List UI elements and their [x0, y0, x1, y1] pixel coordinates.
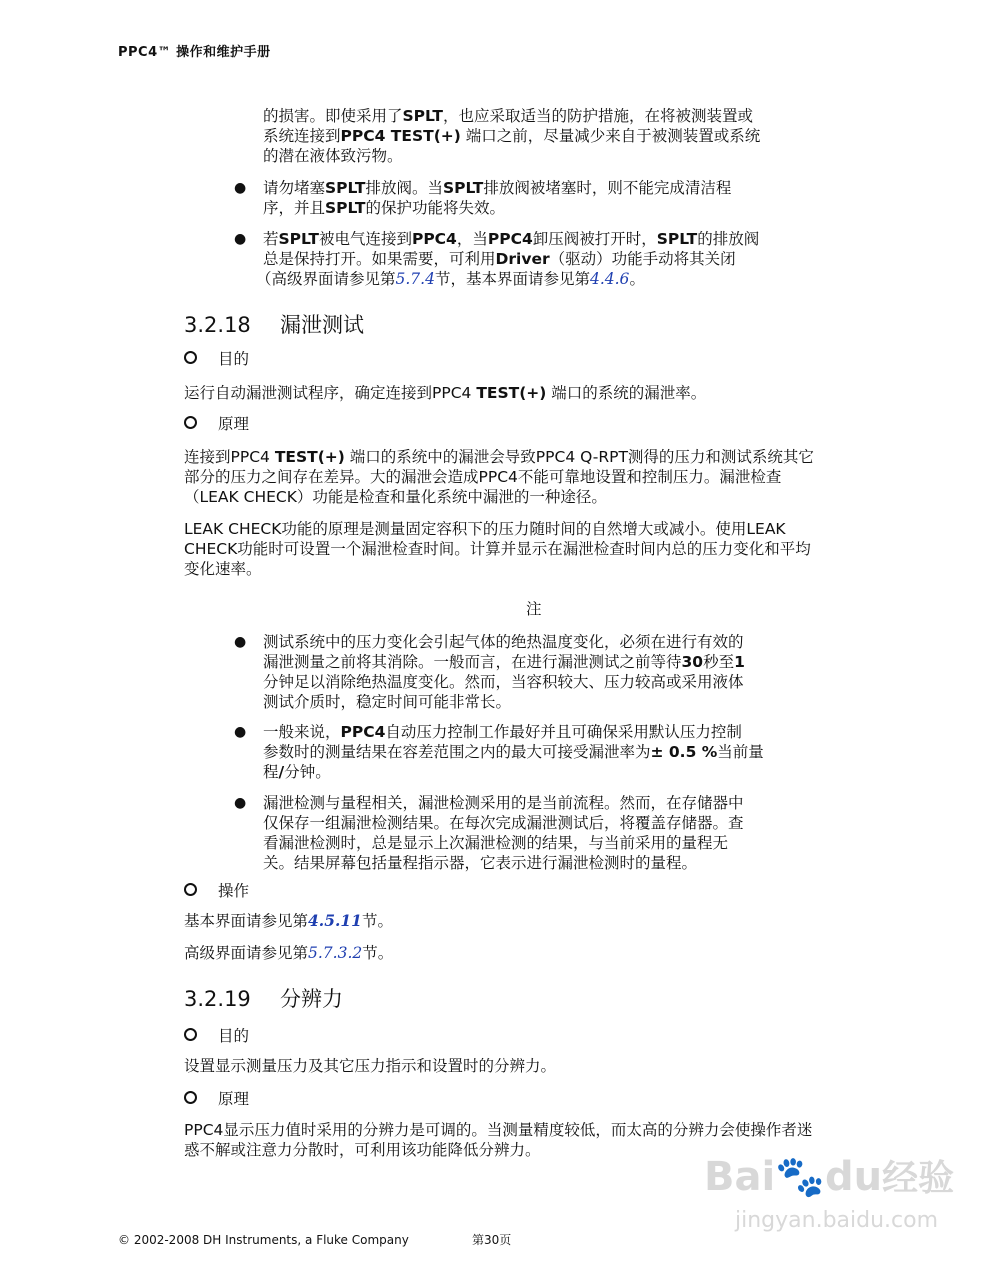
section-link[interactable]: 5.7.4: [395, 270, 435, 288]
note1-line-3: 分钟足以消除绝热温度变化。然而，当容积较大、压力较高或采用液体: [263, 673, 744, 691]
section-link[interactable]: 5.7.3.2: [308, 944, 363, 962]
purpose-text: 运行自动漏泄测试程序，确定连接到PPC4 TEST(+) 端口的系统的漏泄率。: [184, 384, 707, 402]
principle-line-1: PPC4显示压力值时采用的分辨力是可调的。当测量精度较低，而太高的分辨力会使操作者迷: [184, 1121, 813, 1139]
baidu-watermark: Bai🐾du经验: [704, 1154, 955, 1200]
cont-line-1: 的损害。即使采用了SPLT，也应采取适当的防护措施，在将被测装置或: [263, 107, 753, 125]
note1-line-4: 测试介质时，稳定时间可能非常长。: [263, 693, 512, 711]
note2-line-1: 一般来说，PPC4自动压力控制工作最好并且可确保采用默认压力控制: [263, 723, 742, 741]
principle-line-2: 惑不解或注意力分散时，可利用该功能降低分辨力。: [184, 1141, 541, 1159]
operation-basic: 基本界面请参见第4.5.11节。: [184, 911, 393, 930]
cont-line-2: 系统连接到PPC4 TEST(+) 端口之前，尽量减少来自于被测装置或系统: [263, 127, 761, 145]
principle-p1-line-1: 连接到PPC4 TEST(+) 端口的系统中的漏泄会导致PPC4 Q-RPT测得的压力和测试系统其它: [184, 448, 814, 466]
purpose-text: 设置显示测量压力及其它压力指示和设置时的分辨力。: [184, 1057, 557, 1075]
bullet2-line-2: 总是保持打开。如果需要，可利用Driver（驱动）功能手动将其关闭: [263, 250, 736, 268]
subheading-operation: 操作: [184, 881, 249, 901]
subheading-principle: 原理: [184, 1089, 249, 1109]
subheading-purpose: 目的: [184, 349, 249, 369]
bullet1-line-2: 序，并且SPLT的保护功能将失效。: [263, 199, 505, 217]
page-header: PPC4™ 操作和维护手册: [118, 45, 271, 60]
section-heading-3-2-19: 3.2.19 分辨力: [184, 987, 343, 1011]
circle-bullet-icon: [184, 1028, 197, 1041]
bullet2-line-1: 若SPLT被电气连接到PPC4，当PPC4卸压阀被打开时，SPLT的排放阀: [263, 230, 760, 248]
bullet-dot: ●: [234, 231, 247, 247]
operation-advanced: 高级界面请参见第5.7.3.2节。: [184, 944, 394, 962]
note1-line-1: 测试系统中的压力变化会引起气体的绝热温度变化，必须在进行有效的: [263, 633, 744, 651]
bullet-dot: ●: [234, 724, 247, 740]
section-heading-3-2-18: 3.2.18 漏泄测试: [184, 313, 364, 337]
cont-line-3: 的潜在液体致污物。: [263, 147, 403, 165]
principle-p2-line-1: LEAK CHECK功能的原理是测量固定容积下的压力随时间的自然增大或减小。使用LEAK: [184, 520, 786, 538]
footer-page-number: 第30页: [472, 1233, 512, 1247]
note-label: 注: [526, 600, 542, 618]
bullet2-line-3: （高级界面请参见第5.7.4节，基本界面请参见第4.4.6。: [256, 270, 645, 288]
watermark-url: jingyan.baidu.com: [735, 1208, 939, 1233]
section-link[interactable]: 4.5.11: [308, 911, 362, 930]
subheading-purpose: 目的: [184, 1026, 249, 1046]
bullet-dot: ●: [234, 795, 247, 811]
bullet-dot: ●: [234, 634, 247, 650]
circle-bullet-icon: [184, 351, 197, 364]
subheading-principle: 原理: [184, 414, 249, 434]
note2-line-3: 程/分钟。: [263, 763, 331, 781]
circle-bullet-icon: [184, 883, 197, 896]
circle-bullet-icon: [184, 1091, 197, 1104]
note3-line-1: 漏泄检测与量程相关，漏泄检测采用的是当前流程。然而，在存储器中: [263, 794, 744, 812]
paw-icon: 🐾: [775, 1154, 826, 1200]
principle-p2-line-2: CHECK功能时可设置一个漏泄检查时间。计算并显示在漏泄检查时间内总的压力变化和平均: [184, 540, 811, 558]
note3-line-2: 仅保存一组漏泄检测结果。在每次完成漏泄测试后，将覆盖存储器。查: [263, 814, 744, 832]
principle-p2-line-3: 变化速率。: [184, 560, 262, 578]
bullet-dot: ●: [234, 180, 247, 196]
footer-copyright: © 2002-2008 DH Instruments, a Fluke Company: [118, 1233, 409, 1247]
section-link[interactable]: 4.4.6: [589, 270, 630, 288]
bullet1-line-1: 请勿堵塞SPLT排放阀。当SPLT排放阀被堵塞时，则不能完成清洁程: [263, 179, 732, 197]
principle-p1-line-3: （LEAK CHECK）功能是检查和量化系统中漏泄的一种途径。: [184, 488, 607, 506]
note2-line-2: 参数时的测量结果在容差范围之内的最大可接受漏泄率为± 0.5 %当前量: [263, 743, 764, 761]
circle-bullet-icon: [184, 416, 197, 429]
note3-line-3: 看漏泄检测时，总是显示上次漏泄检测的结果，与当前采用的量程无: [263, 834, 729, 852]
note3-line-4: 关。结果屏幕包括量程指示器，它表示进行漏泄检测时的量程。: [263, 854, 698, 872]
principle-p1-line-2: 部分的压力之间存在差异。大的漏泄会造成PPC4不能可靠地设置和控制压力。漏泄检查: [184, 468, 782, 486]
note1-line-2: 漏泄测量之前将其消除。一般而言，在进行漏泄测试之前等待30秒至1: [263, 653, 745, 671]
